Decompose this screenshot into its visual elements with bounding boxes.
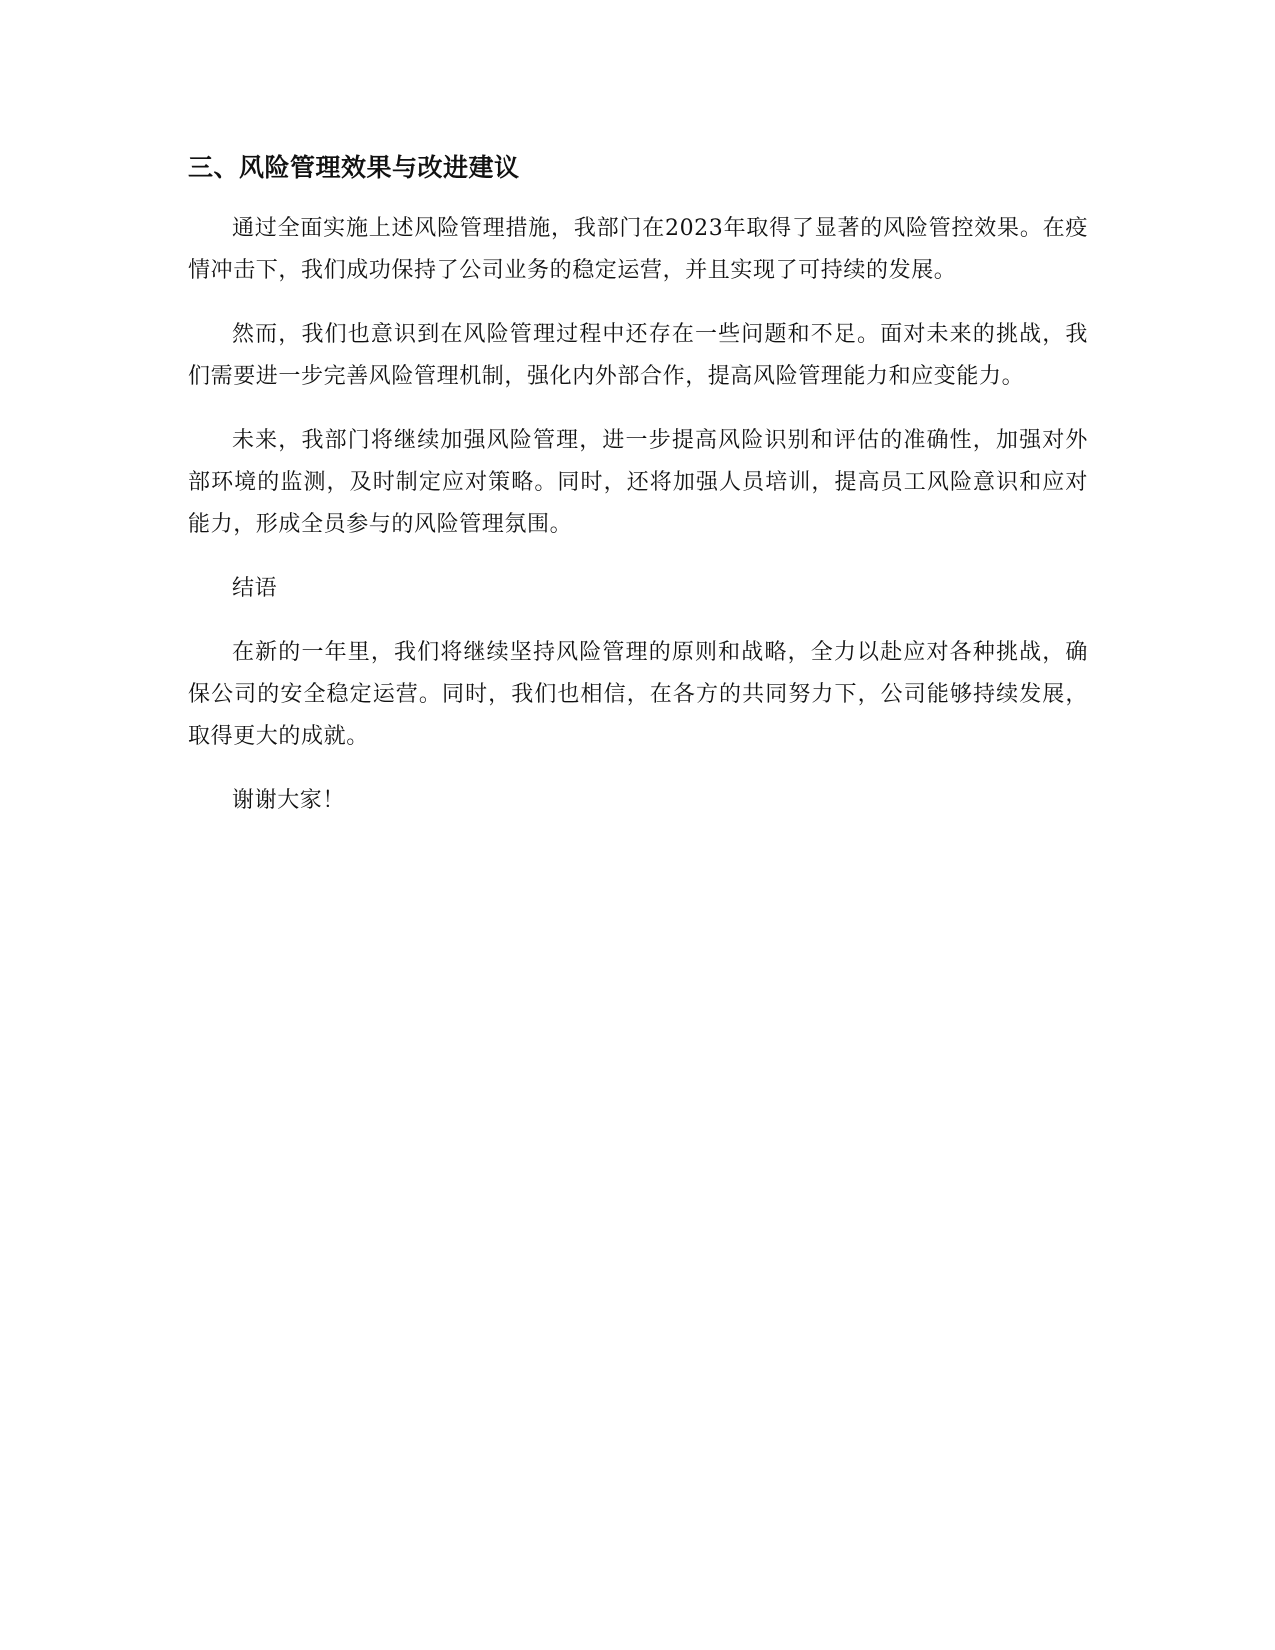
paragraph-conclusion: 在新的一年里，我们将继续坚持风险管理的原则和战略，全力以赴应对各种挑战，确保公司的安全稳定运营。同时，我们也相信，在各方的共同努力下，公司能够持续发展，取得更大的成就。	[188, 640, 1088, 749]
conclusion-title: 结语	[232, 576, 278, 601]
paragraph-results: 通过全面实施上述风险管理措施，我部门在2023年取得了显著的风险管控效果。在疫情冲击下，我们成功保持了公司业务的稳定运营，并且实现了可持续的发展。	[188, 216, 1088, 283]
section-heading: 三、风险管理效果与改进建议	[188, 153, 520, 182]
document-body	[188, 150, 1088, 844]
paragraph-future-plans: 未来，我部门将继续加强风险管理，进一步提高风险识别和评估的准确性，加强对外部环境的监测，及时制定应对策略。同时，还将加强人员培训，提高员工风险意识和应对能力，形成全员参与的风险管理氛围。	[188, 428, 1088, 537]
closing-thanks: 谢谢大家！	[232, 788, 346, 813]
paragraph-shortcomings: 然而，我们也意识到在风险管理过程中还存在一些问题和不足。面对未来的挑战，我们需要进一步完善风险管理机制，强化内外部合作，提高风险管理能力和应变能力。	[188, 322, 1088, 389]
